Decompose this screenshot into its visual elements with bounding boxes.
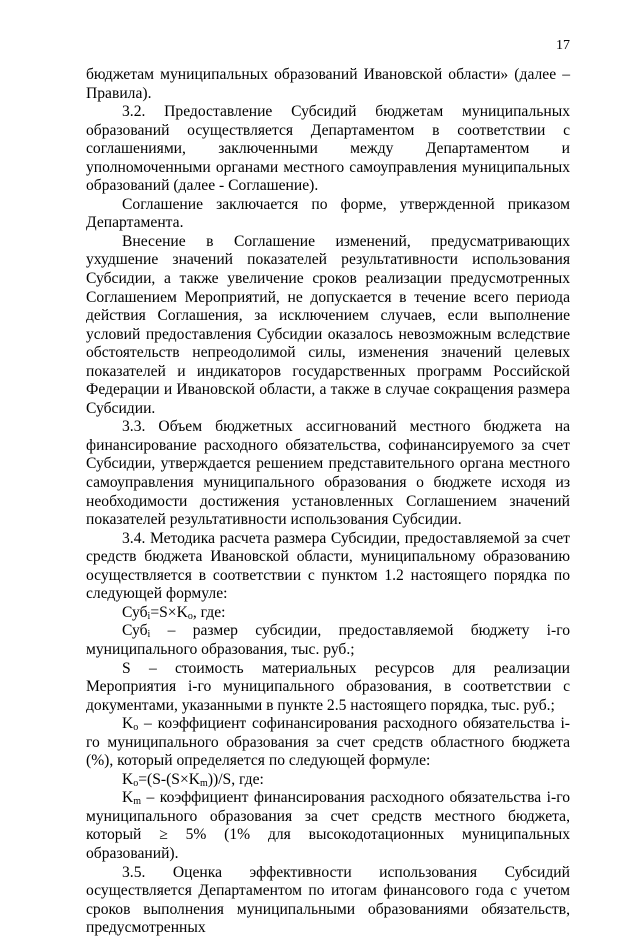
paragraph-3-5: 3.5. Оценка эффективности использования Субсидий осуществляется Департаментом по итогам финансового года с учетом сроков выполнения муниципальными образованиями обязательств, предусмотренных	[86, 863, 570, 937]
definition-km-text: – коэффициент финансирования расходного обязательства i-го муниципального образования за счет средств местного бюджета, который ≥ 5% (1% для высокодотационных муниципальных образований).	[86, 789, 570, 862]
document-body	[86, 66, 570, 938]
definition-km-index: m	[133, 796, 142, 808]
definition-subsidy-symbol: Суб	[122, 622, 148, 640]
formula-subsidy-where: , где:	[192, 603, 226, 621]
paragraph-3-4: 3.4. Методика расчета размера Субсидии, предоставляемой за счет средств бюджета Ивановской области, муниципальному образованию осуществляется в соответствии с пунктом 1.2 настоящего порядка по следующей формуле:	[86, 529, 570, 603]
definition-coefficient-ko	[86, 715, 570, 771]
definition-ko-symbol: K	[122, 715, 134, 733]
definition-subsidy-index: i	[147, 629, 151, 641]
page-number: 17	[556, 38, 570, 53]
paragraph-agreement-form: Соглашение заключается по форме, утвержденной приказом Департамента.	[86, 195, 570, 232]
definition-cost: S – стоимость материальных ресурсов для реализации Мероприятия i-го муниципального образования, в соответствии с документами, указанными в пункте 2.5 настоящего порядка, тыс. руб.;	[86, 659, 570, 714]
paragraph-agreement-changes: Внесение в Соглашение изменений, предусматривающих ухудшение значений показателей результативности использования Субсидии, а также увеличение сроков реализации предусмотренных Соглашением Мероприятий, не допускается в течение всего периода действия Соглашения, за исключением случаев, если выполнение условий предоставления Субсидии оказалось невозможным вследствие обстоятельств непреодолимой силы, изменения значений целевых показателей и индикаторов государственных программ Российской Федерации и Ивановской области, а также в случае сокращения размера Субсидии.	[86, 232, 570, 417]
formula-subsidy	[86, 604, 570, 623]
formula-subsidy-k-index: o	[187, 610, 193, 622]
formula-subsidy-equation: =S×K	[150, 603, 188, 621]
paragraph-rules-end: бюджетам муниципальных образований Ивановской области» (далее – Правила).	[86, 66, 570, 102]
formula-coefficient-km-index: m	[200, 777, 208, 789]
definition-coefficient-km	[86, 789, 570, 863]
formula-subsidy-sub-index: i	[147, 610, 151, 622]
formula-coefficient	[86, 771, 570, 790]
formula-coefficient-ko-index: o	[133, 777, 139, 789]
paragraph-3-3: 3.3. Объем бюджетных ассигнований местного бюджета на финансирование расходного обязательства, софинансируемого за счет Субсидии, утверждается решением представительного органа местного самоуправления муниципального образования о бюджете исходя из необходимости достижения установленных Соглашением значений показателей результативности использования Субсидии.	[86, 418, 570, 529]
definition-subsidy-text: – размер субсидии, предоставляемой бюджету i-го муниципального образования, тыс. руб.;	[86, 622, 570, 658]
definition-subsidy	[86, 622, 570, 659]
definition-ko-text: – коэффициент софинансирования расходного обязательства i-го муниципального образования за счет средств областного бюджета (%), который определяется по следующей формуле:	[86, 715, 570, 770]
formula-coefficient-equation: =(S-(S×K	[138, 770, 201, 788]
formula-subsidy-sub-label: Суб	[122, 603, 148, 621]
formula-coefficient-k-label: K	[122, 770, 134, 788]
paragraph-3-2: 3.2. Предоставление Субсидий бюджетам муниципальных образований осуществляется Департаментом в соответствии с соглашениями, заключенными между Департаментом и уполномоченными органами местного самоуправления муниципальных образований (далее - Соглашение).	[86, 103, 570, 195]
formula-coefficient-where: ))/S, где:	[207, 770, 264, 788]
definition-ko-index: o	[133, 722, 139, 734]
definition-km-symbol: K	[122, 789, 134, 807]
